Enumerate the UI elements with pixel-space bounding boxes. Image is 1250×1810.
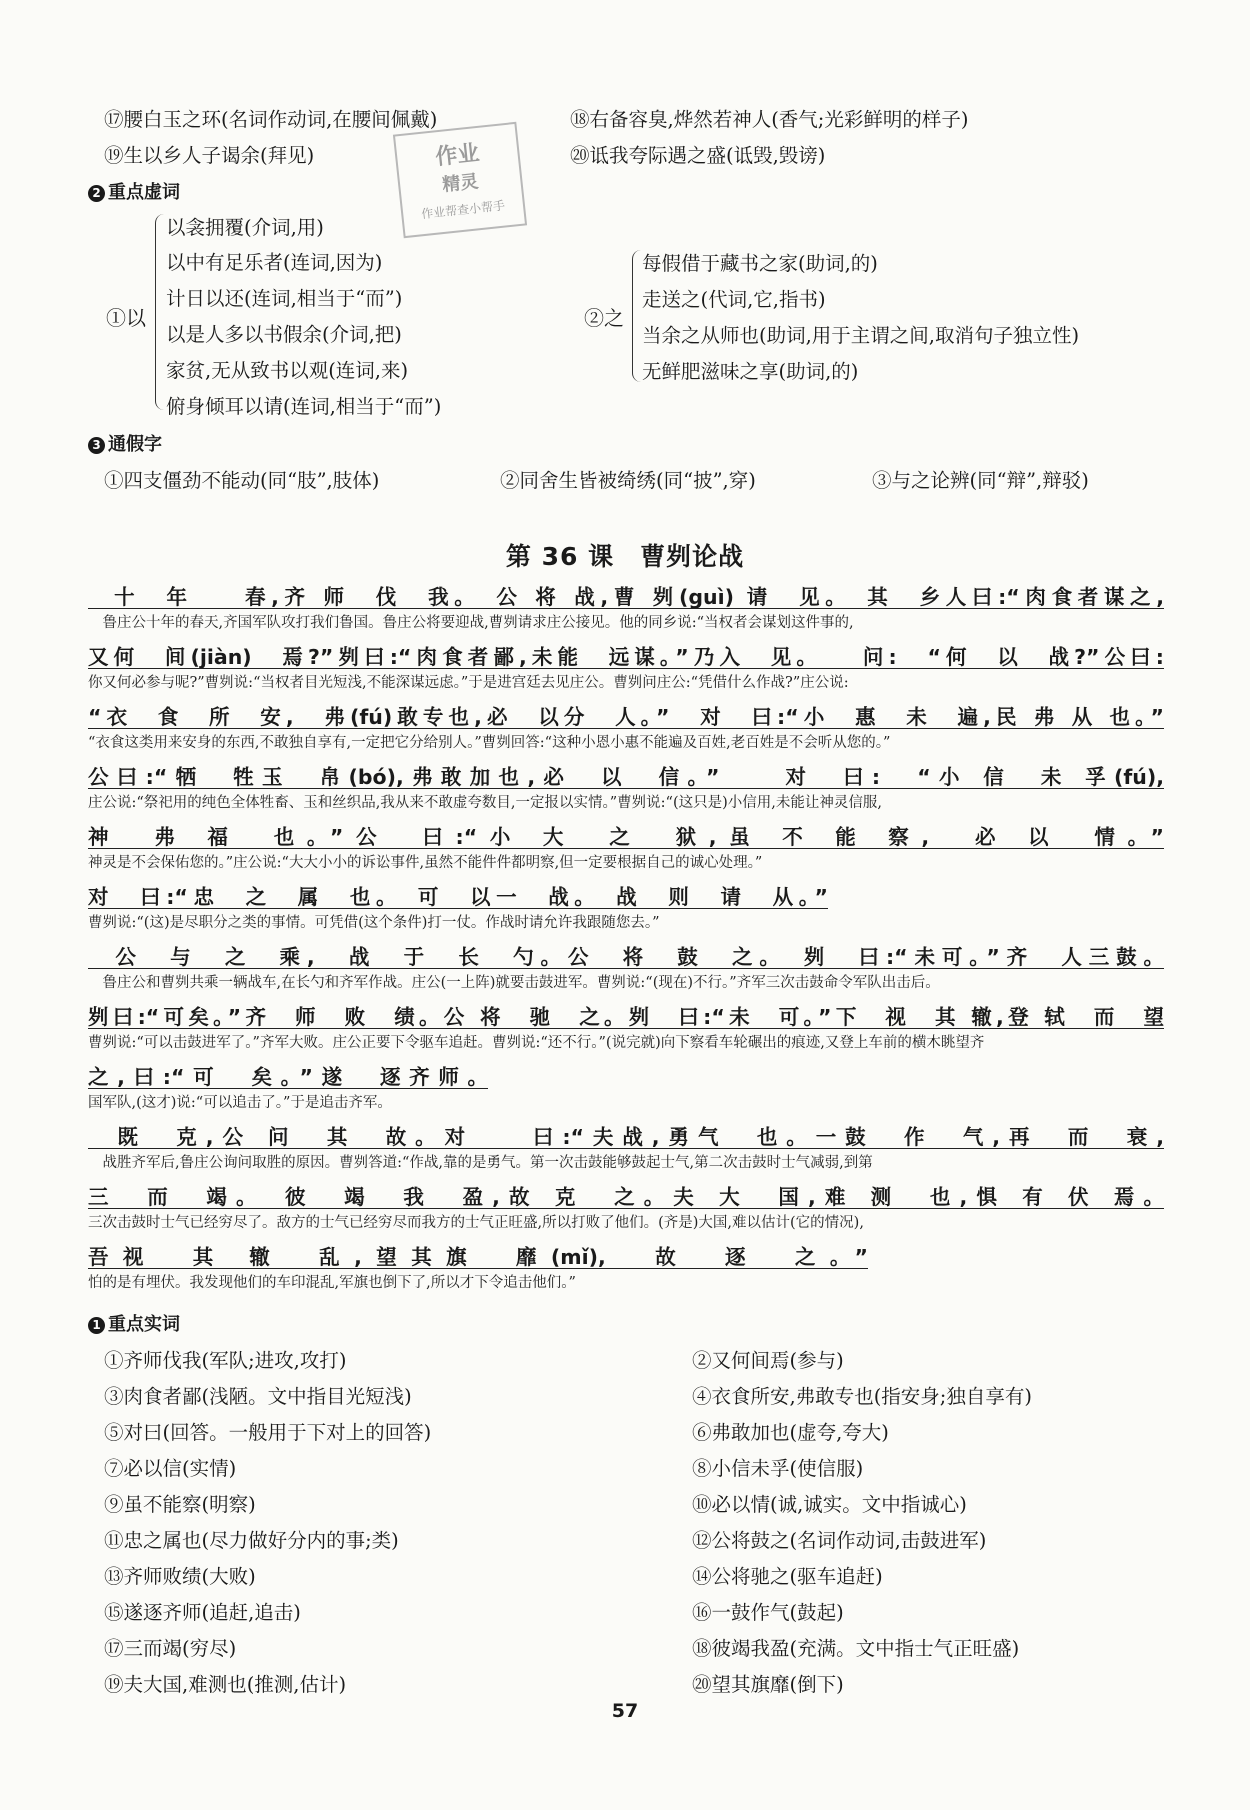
translation-line: 你又何必参与呢?”曹刿说:“当权者目光短浅,不能深谋远虑。”于是进宫廷去见庄公。曹刿问庄公:“凭借什么作战?”庄公说: (88, 668, 1164, 692)
section-number-badge: 1 (88, 1317, 105, 1334)
translation-line: 怕的是有埋伏。我发现他们的车印混乱,军旗也倒下了,所以才下令追击他们。” (88, 1268, 868, 1292)
classical-line: 对 曰:“忠 之 属 也。 可 以一 战。 战 则 请 从。” (88, 885, 828, 909)
classical-line: “衣 食 所 安, 弗(fú)敢专也,必 以分 人。” 对 曰:“小 惠 未 遍,民 弗 从 也。” (88, 705, 1164, 729)
translation-line: 鲁庄公和曹刿共乘一辆战车,在长勺和齐军作战。庄公(一上阵)就要击鼓进军。曹刿说:“(现在)不行。”齐军三次击鼓命令军队出击后。 (88, 968, 1164, 992)
xuci-item: 俯身倾耳以请(连词,相当于“而”) (166, 395, 442, 418)
page-number: 57 (611, 1700, 639, 1722)
shici-item: ②又何间焉(参与) (692, 1349, 844, 1372)
translation-line: 鲁庄公十年的春天,齐国军队攻打我们鲁国。鲁庄公将要迎战,曹刿请求庄公接见。他的同乡说:“当权者会谋划这件事的, (88, 608, 1164, 632)
tongjia-item: ②同舍生皆被绮绣(同“披”,穿) (500, 469, 756, 492)
classical-line: 公曰:“牺 牲玉 帛(bó),弗敢加也,必 以 信。” 对 曰: “小 信 未 孚(fú), (88, 765, 1164, 789)
xuci-item: 家贫,无从致书以观(连词,来) (166, 359, 409, 382)
shici-item: ③肉食者鄙(浅陋。文中指目光短浅) (104, 1385, 412, 1408)
translation-line: 曹刿说:“(这)是尽职分之类的事情。可凭借(这个条件)打一仗。作战时请允许我跟随您去。” (88, 908, 828, 932)
shici-item: ⑬齐师败绩(大败) (104, 1565, 256, 1588)
shici-item: ⑪忠之属也(尽力做好分内的事;类) (104, 1529, 399, 1552)
xuci-item: 以衾拥覆(介词,用) (166, 216, 324, 239)
section-number-badge: 3 (88, 437, 105, 454)
xuci-item: 以中有足乐者(连词,因为) (166, 251, 383, 274)
shici-item: ⑤对曰(回答。一般用于下对上的回答) (104, 1421, 432, 1444)
xuci-item: 以是人多以书假余(介词,把) (166, 323, 402, 346)
lesson-title: 第 36 课 曹刿论战 (505, 542, 745, 571)
translation-line: 国军队,(这才)说:“可以追击了。”于是追击齐军。 (88, 1088, 488, 1112)
classical-line: 之,曰:“可 矣。”遂 逐齐师。 (88, 1065, 488, 1089)
classical-line: 又何 间(jiàn) 焉?”刿曰:“肉食者鄙,未能 远谋。”乃入 见。 问: “何 以 战?”公曰: (88, 645, 1164, 669)
brace (155, 214, 164, 410)
xuci-item: 当余之从师也(助词,用于主谓之间,取消句子独立性) (642, 324, 1080, 347)
brace (632, 250, 641, 382)
section-header-shici: 1 重点实词 (88, 1310, 180, 1336)
shici-item: ⑲夫大国,难测也(推测,估计) (104, 1673, 347, 1696)
section-header-xuci: 2 重点虚词 (88, 178, 180, 204)
shici-item: ⑳望其旗靡(倒下) (692, 1673, 844, 1696)
shici-item: ①齐师伐我(军队;进攻,攻打) (104, 1349, 347, 1372)
classical-line: 刿曰:“可矣。”齐 师 败 绩。公 将 驰 之。刿 曰:“未 可。”下 视 其 辙,登 轼 而 望 (88, 1005, 1164, 1029)
xuci-label-yi: ①以 (106, 306, 146, 330)
shici-item: ⑩必以情(诚,诚实。文中指诚心) (692, 1493, 967, 1516)
classical-line: 十 年 春,齐 师 伐 我。 公 将 战,曹 刿(guì) 请 见。 其 乡人曰:“肉食者谋之, (88, 585, 1164, 609)
classical-line: 公 与 之 乘, 战 于 长 勺。公 将 鼓 之。 刿 曰:“未可。”齐 人三鼓。 (88, 945, 1164, 969)
translation-line: 庄公说:“祭祀用的纯色全体牲畜、玉和丝织品,我从来不敢虚夸数目,一定报以实情。”曹刿说:“(这只是)小信用,未能让神灵信服, (88, 788, 1164, 812)
shici-item: ⑦必以信(实情) (104, 1457, 237, 1480)
xuci-label-zhi: ②之 (584, 306, 624, 330)
classical-line: 既 克,公 问 其 故。对 曰:“夫战,勇气 也。一鼓 作 气,再 而 衰, (88, 1125, 1164, 1149)
shici-item: ⑧小信未孚(使信服) (692, 1457, 864, 1480)
translation-line: “衣食这类用来安身的东西,不敢独自享有,一定把它分给别人。”曹刿回答:“这种小恩小惠不能遍及百姓,老百姓是不会听从您的。” (88, 728, 1164, 752)
shici-item: ⑰三而竭(穷尽) (104, 1637, 237, 1660)
watermark-stamp: 作业 精灵 作业帮查小帮手 (393, 122, 527, 238)
xuci-item: 无鲜肥滋味之享(助词,的) (642, 360, 859, 383)
xuci-item: 计日以还(连词,相当于“而”) (166, 287, 403, 310)
shici-item: ⑥弗敢加也(虚夸,夸大) (692, 1421, 889, 1444)
classical-line: 吾视 其 辙 乱,望其旗 靡(mǐ), 故 逐 之。” (88, 1245, 868, 1269)
shici-item: ⑳诋我夸际遇之盛(诋毁,毁谤) (570, 144, 826, 167)
translation-line: 三次击鼓时士气已经穷尽了。敌方的士气已经穷尽而我方的士气正旺盛,所以打败了他们。(齐是)大国,难以估计(它的情况), (88, 1208, 1164, 1232)
tongjia-item: ①四支僵劲不能动(同“肢”,肢体) (104, 469, 380, 492)
translation-line: 曹刿说:“可以击鼓进军了。”齐军大败。庄公正要下令驱车追赶。曹刿说:“还不行。”(说完就)向下察看车轮碾出的痕迹,又登上车前的横木眺望齐 (88, 1028, 1164, 1052)
xuci-item: 走送之(代词,它,指书) (642, 288, 826, 311)
shici-item: ⑫公将鼓之(名词作动词,击鼓进军) (692, 1529, 987, 1552)
shici-item: ⑯一鼓作气(鼓起) (692, 1601, 844, 1624)
shici-item: ⑭公将驰之(驱车追赶) (692, 1565, 883, 1588)
classical-line: 三 而 竭。 彼 竭 我 盈,故 克 之。夫 大 国,难 测 也,惧 有 伏 焉。 (88, 1185, 1164, 1209)
shici-item: ⑰腰白玉之环(名词作动词,在腰间佩戴) (104, 108, 438, 131)
translation-line: 战胜齐军后,鲁庄公询问取胜的原因。曹刿答道:“作战,靠的是勇气。第一次击鼓能够鼓起士气,第二次击鼓时士气减弱,到第 (88, 1148, 1164, 1172)
shici-item: ⑨虽不能察(明察) (104, 1493, 256, 1516)
tongjia-item: ③与之论辨(同“辩”,辩驳) (872, 469, 1089, 492)
classical-line: 神 弗 福 也。”公 曰:“小 大 之 狱,虽 不 能 察, 必 以 情。” (88, 825, 1164, 849)
shici-item: ⑮遂逐齐师(追赶,追击) (104, 1601, 301, 1624)
shici-item: ⑱彼竭我盈(充满。文中指士气正旺盛) (692, 1637, 1020, 1660)
shici-item: ⑱右备容臭,烨然若神人(香气;光彩鲜明的样子) (570, 108, 969, 131)
shici-item: ⑲生以乡人子谒余(拜见) (104, 144, 315, 167)
section-number-badge: 2 (88, 185, 105, 202)
shici-item: ④衣食所安,弗敢专也(指安身;独自享有) (692, 1385, 1032, 1408)
translation-line: 神灵是不会保佑您的。”庄公说:“大大小小的诉讼事件,虽然不能件件都明察,但一定要根据自己的诚心处理。” (88, 848, 1164, 872)
section-header-tongjia: 3 通假字 (88, 430, 162, 456)
xuci-item: 每假借于藏书之家(助词,的) (642, 252, 878, 275)
